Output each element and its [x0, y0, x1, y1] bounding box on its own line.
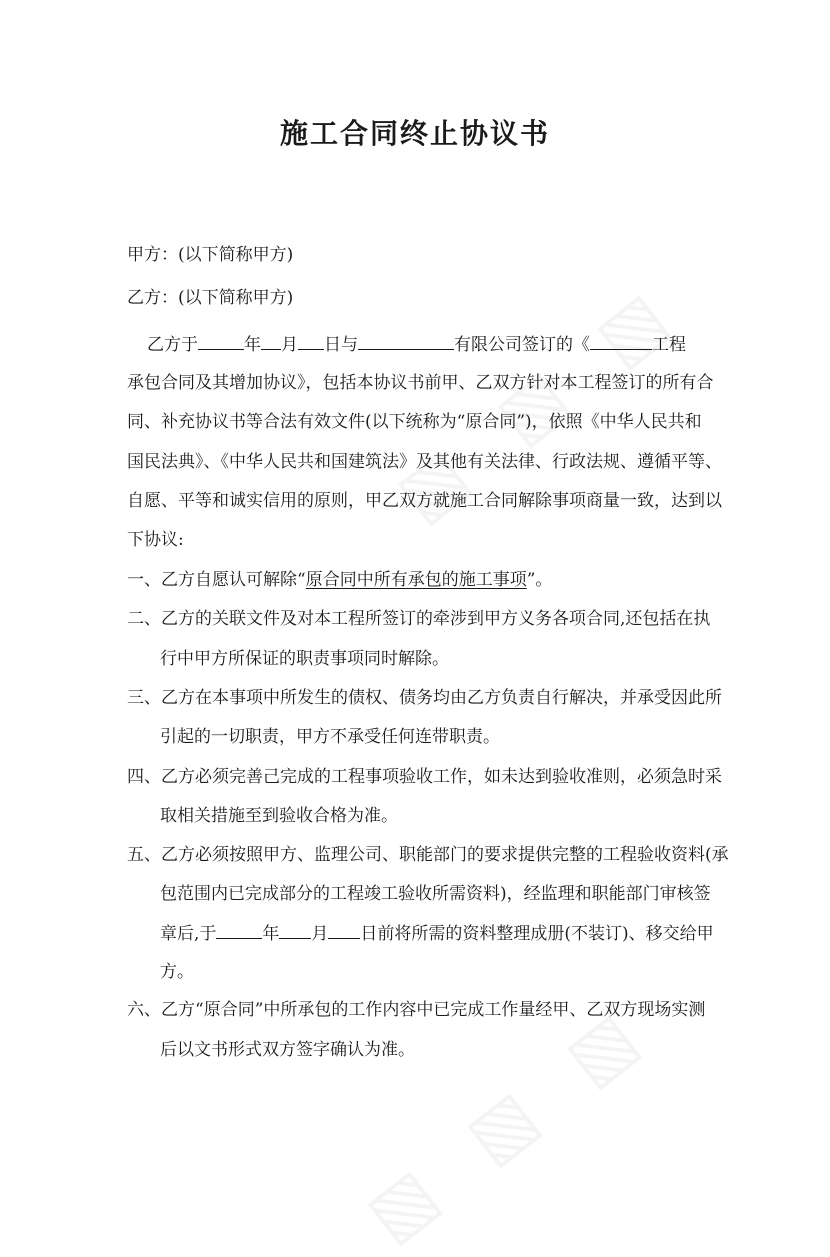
party-b-line: 乙方：(以下简称甲方) [127, 288, 294, 308]
intro-line-5: 自愿、平等和诚实信用的原则，甲乙双方就施工合同解除事项商量一致，达到以 [127, 491, 722, 511]
clause-6-line-2: 后以文书形式双方签字确认为准。 [160, 1040, 415, 1060]
document-title: 施工合同终止协议书 [279, 117, 550, 150]
blank-field[interactable] [358, 332, 454, 350]
clause-3-line-2: 引起的一切职责，甲方不承受任何连带职责。 [160, 727, 500, 747]
clause-2-line-1: 二、乙方的关联文件及对本工程所签订的牵涉到甲方义务各项合同,还包括在执 [127, 609, 711, 629]
intro-line-6: 下协议: [127, 530, 184, 550]
blank-field[interactable] [261, 332, 281, 350]
clause-5-line-1: 五、乙方必须按照甲方、监理公司、职能部门的要求提供完整的工程验收资料(承 [127, 845, 729, 865]
blank-field[interactable] [590, 332, 652, 350]
clause-5-line-4: 方。 [160, 962, 194, 982]
blank-field[interactable] [198, 332, 244, 350]
blank-field[interactable] [328, 921, 360, 939]
clause-5-line-2: 包范围内已完成部分的工程竣工验收所需资料)，经监理和职能部门审核签 [160, 884, 711, 904]
intro-line-3: 同、补充协议书等合法有效文件(以下统称为“原合同”)，依照《中华人民共和 [127, 412, 702, 432]
clause-6-line-1: 六、乙方“原合同”中所承包的工作内容中已完成工作量经甲、乙双方现场实测 [127, 1000, 706, 1020]
clause-4-line-1: 四、乙方必须完善己完成的工程事项验收工作，如未达到验收准则，必须急时采 [127, 767, 722, 787]
clause-1: 一、乙方自愿认可解除“原合同中所有承包的施工事项”。 [127, 570, 553, 590]
party-a-line: 甲方：(以下简称甲方) [127, 245, 294, 265]
intro-line-4: 国民法典》、《中华人民共和国建筑法》及其他有关法律、行政法规、遵循平等、 [127, 452, 722, 472]
blank-field[interactable] [298, 332, 324, 350]
watermark [350, 985, 666, 1257]
clause-5-line-3: 章后,于 年 月 日前将所需的资料整理成册(不装订)、移交给甲 [160, 921, 714, 946]
clause-4-line-2: 取相关措施至到验收合格为准。 [160, 806, 398, 826]
intro-line-1: 乙方于 年 月 日与 有限公司签订的《 工程 [147, 332, 686, 357]
clause-2-line-2: 行中甲方所保证的职责事项同时解除。 [160, 649, 449, 669]
intro-line-2: 承包合同及其增加协议》，包括本协议书前甲、乙双方针对本工程签订的所有合 [127, 373, 714, 393]
clause-3-line-1: 三、乙方在本事项中所发生的债权、债务均由乙方负责自行解决，并承受因此所 [127, 688, 722, 708]
blank-field[interactable] [216, 921, 262, 939]
blank-field[interactable] [279, 921, 311, 939]
